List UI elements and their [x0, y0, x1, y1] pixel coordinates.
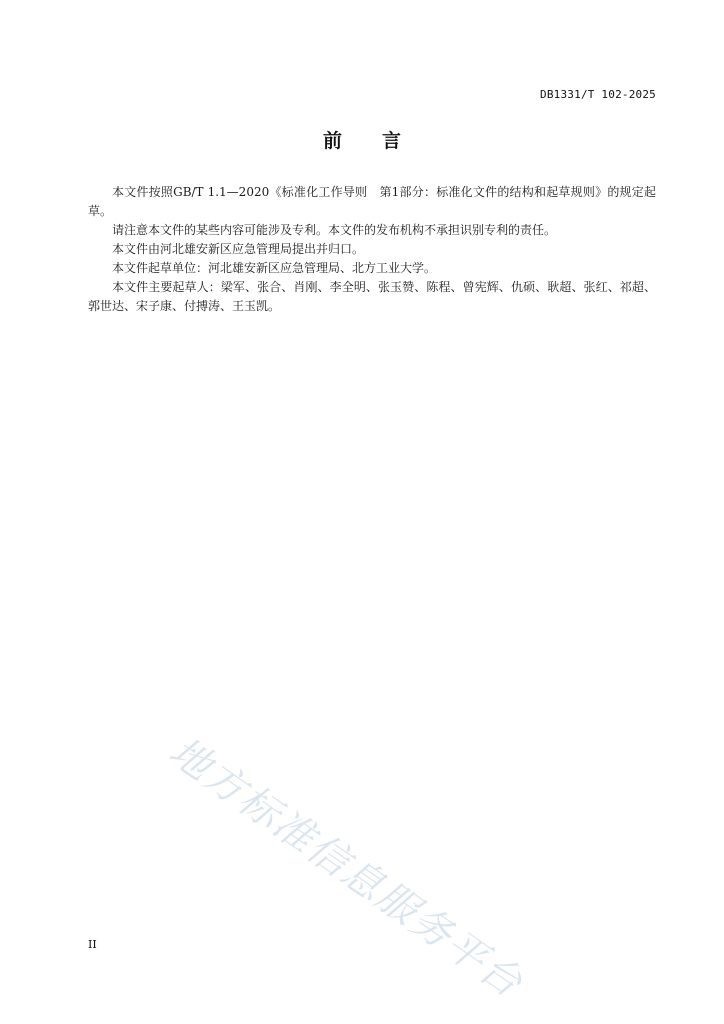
paragraph-drafters: 本文件主要起草人：梁军、张合、肖刚、李全明、张玉赞、陈程、曾宪辉、仇硕、耿超、张红、祁超、郭世达、宋子康、付搏涛、王玉凯。 — [88, 280, 656, 313]
page-title: 前言 — [322, 130, 441, 152]
paragraph-drafting-rules: 本文件按照GB/T 1.1—2020《标准化工作导则 第1部分：标准化文件的结构和起草规则》的规定起草。 — [88, 185, 656, 218]
paragraph-drafting-units: 本文件起草单位：河北雄安新区应急管理局、北方工业大学。 — [112, 261, 437, 275]
paragraph-proposer: 本文件由河北雄安新区应急管理局提出并归口。 — [112, 242, 365, 256]
page-number: II — [88, 938, 97, 951]
document-code: DB1331/T 102-2025 — [540, 88, 656, 101]
watermark: 地方标准信息服务平台 — [160, 728, 532, 1008]
foreword-body — [88, 183, 656, 316]
paragraph-patent-notice: 请注意本文件的某些内容可能涉及专利。本文件的发布机构不承担识别专利的责任。 — [112, 223, 557, 237]
